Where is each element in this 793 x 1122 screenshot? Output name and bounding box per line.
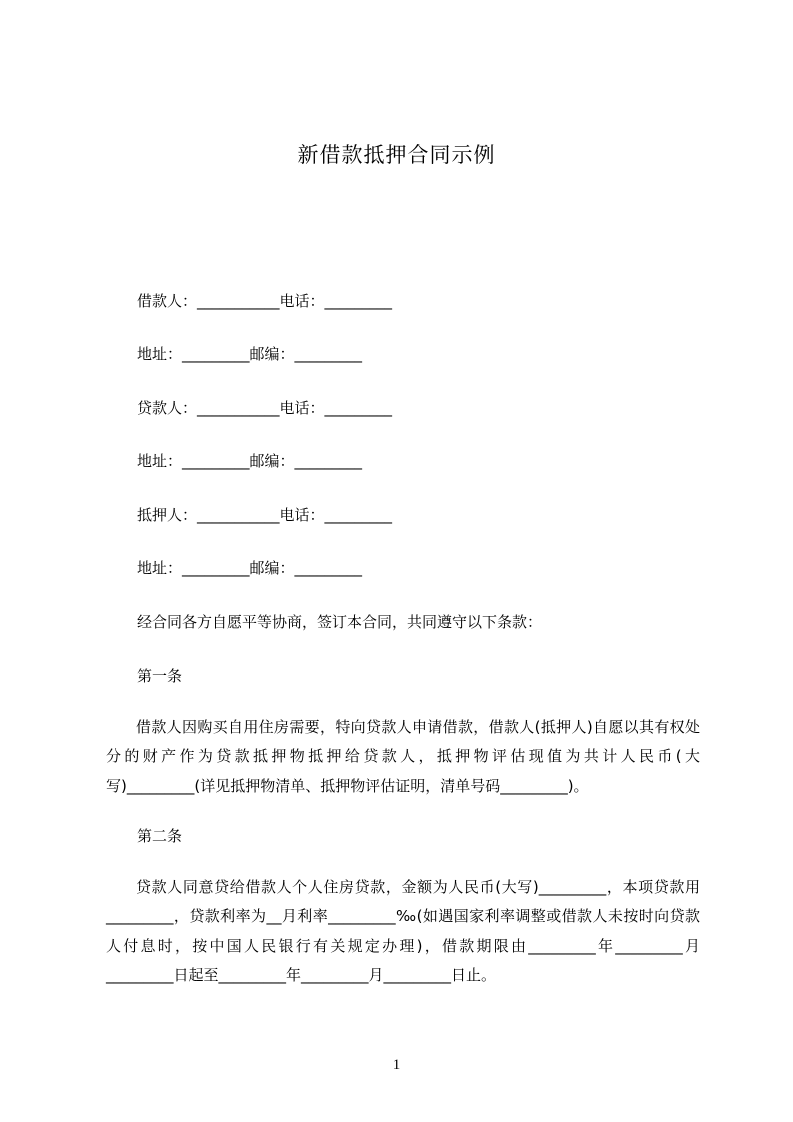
article-1-text: 借款人因购买自用住房需要，特向贷款人申请借款，借款人(抵押人)自愿以其有权处分的财产作为贷款抵押物抵押给贷款人，抵押物评估现值为共计人民币(大写)_________(详见抵押物清单、抵押物评估证明，清单号码_________)。 [106, 718, 700, 795]
page-number: 1 [392, 1057, 401, 1073]
document-title: 新借款抵押合同示例 [297, 143, 496, 167]
mortgagor-line: 抵押人：___________电话：_________ [137, 506, 393, 524]
intro-paragraph: 经合同各方自愿平等协商，签订本合同，共同遵守以下条款： [137, 613, 543, 631]
article-2-text: 贷款人同意贷给借款人个人住房贷款，金额为人民币(大写)_________，本项贷款用_________，贷款利率为__月利率_________‰(如遇国家利率调整或借款人未按时向贷款人付息时，按中国人民银行有关规定办理)，借款期限由_________年_________月_________日起至_________年_________月_________日止。 [106, 878, 700, 984]
borrower-line: 借款人：___________电话：_________ [137, 292, 393, 310]
article-2-heading: 第二条 [137, 827, 183, 845]
mortgagor-address-line: 地址：_________邮编：_________ [137, 559, 363, 577]
article-1-heading: 第一条 [137, 667, 183, 685]
lender-address-line: 地址：_________邮编：_________ [137, 452, 363, 470]
lender-line: 贷款人：___________电话：_________ [137, 399, 393, 417]
borrower-address-line: 地址：_________邮编：_________ [137, 345, 363, 363]
